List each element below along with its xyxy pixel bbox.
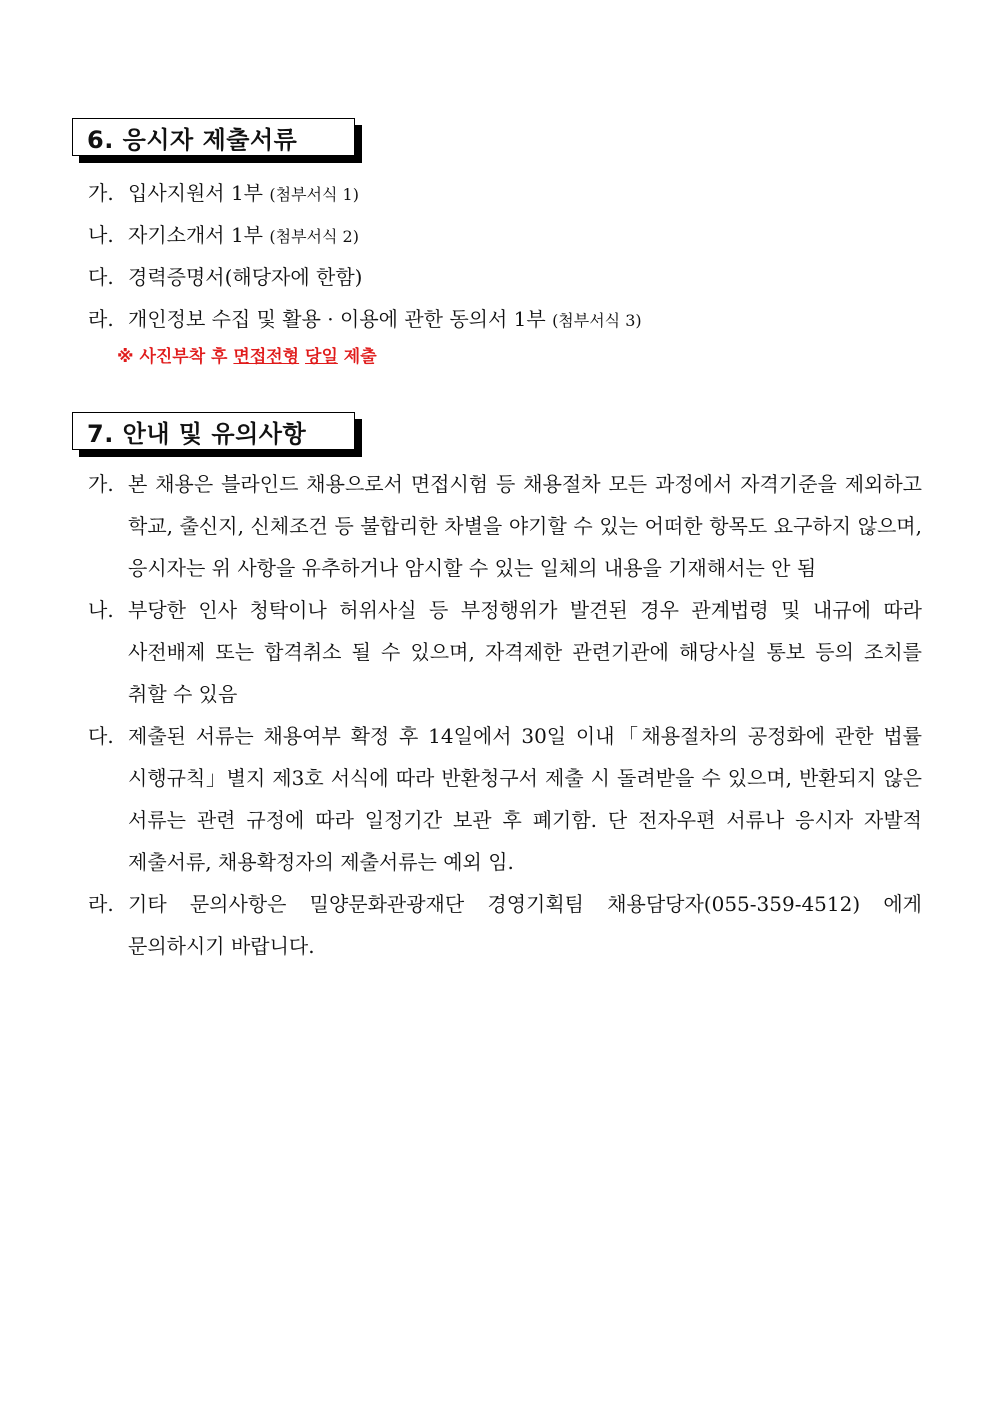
list-item [88,256,848,298]
section-6-title [72,118,355,156]
attachment-note: (첨부서식 3) [552,311,642,330]
list-item [88,463,922,589]
list-marker: 라. [88,307,114,331]
notice-same-day: 당일 [305,347,338,367]
list-marker: 나. [88,598,114,622]
list-item-text: 부당한 인사 청탁이나 허위사실 등 부정행위가 발견된 경우 관계법령 및 내규에 따라 사전배제 또는 합격취소 될 수 있으며, 자격제한 관련기관에 해당사실 통보 등의 조치를 취할 수 있음 [128,598,922,706]
list-marker: 라. [88,892,114,916]
notice-prefix: ※ 사진부착 후 [117,347,234,367]
list-item-text: 본 채용은 블라인드 채용으로서 면접시험 등 채용절차 모든 과정에서 자격기준을 제외하고 학교, 출신지, 신체조건 등 불합리한 차별을 야기할 수 있는 어떠한 항목도 요구하지 않으며, 응시자는 위 사항을 유추하거나 암시할 수 있는 일체의 내용을 기재해서는 안 됨 [128,472,922,580]
list-item-text: 개인정보 수집 및 활용 · 이용에 관한 동의서 1부 [128,307,546,331]
list-item-text: 기타 문의사항은 밀양문화관광재단 경영기획팀 채용담당자(055-359-4512) 에게 문의하시기 바랍니다. [128,892,922,958]
submission-documents-list [88,172,848,340]
list-item [88,172,848,214]
list-item-text: 입사지원서 1부 [128,181,264,205]
list-marker: 나. [88,223,114,247]
notice-suffix: 제출 [337,347,377,367]
photo-notice [117,344,377,370]
list-marker: 다. [88,724,114,748]
list-item [88,214,848,256]
list-marker: 다. [88,265,114,289]
list-item-text: 경력증명서(해당자에 한함) [128,265,363,289]
notice-interview-stage: 면접전형 [233,347,300,367]
guidance-list [88,463,922,967]
list-item-text: 자기소개서 1부 [128,223,264,247]
list-item [88,883,922,967]
list-item [88,589,922,715]
list-item [88,715,922,883]
section-7-title-text: 7. 안내 및 유의사항 [87,419,307,448]
attachment-note: (첨부서식 1) [269,185,359,204]
list-marker: 가. [88,181,114,205]
list-marker: 가. [88,472,114,496]
list-item-text: 제출된 서류는 채용여부 확정 후 14일에서 30일 이내「채용절차의 공정화에 관한 법률 시행규칙」별지 제3호 서식에 따라 반환청구서 제출 시 돌려받을 수 있으며, 반환되지 않은 서류는 관련 규정에 따라 일정기간 보관 후 폐기함. 단 전자우편 서류나 응시자 자발적 제출서류, 채용확정자의 제출서류는 예외 임. [128,724,922,874]
section-6-title-text: 6. 응시자 제출서류 [87,125,298,154]
attachment-note: (첨부서식 2) [269,227,359,246]
section-7-title [72,412,355,450]
list-item [88,298,848,340]
